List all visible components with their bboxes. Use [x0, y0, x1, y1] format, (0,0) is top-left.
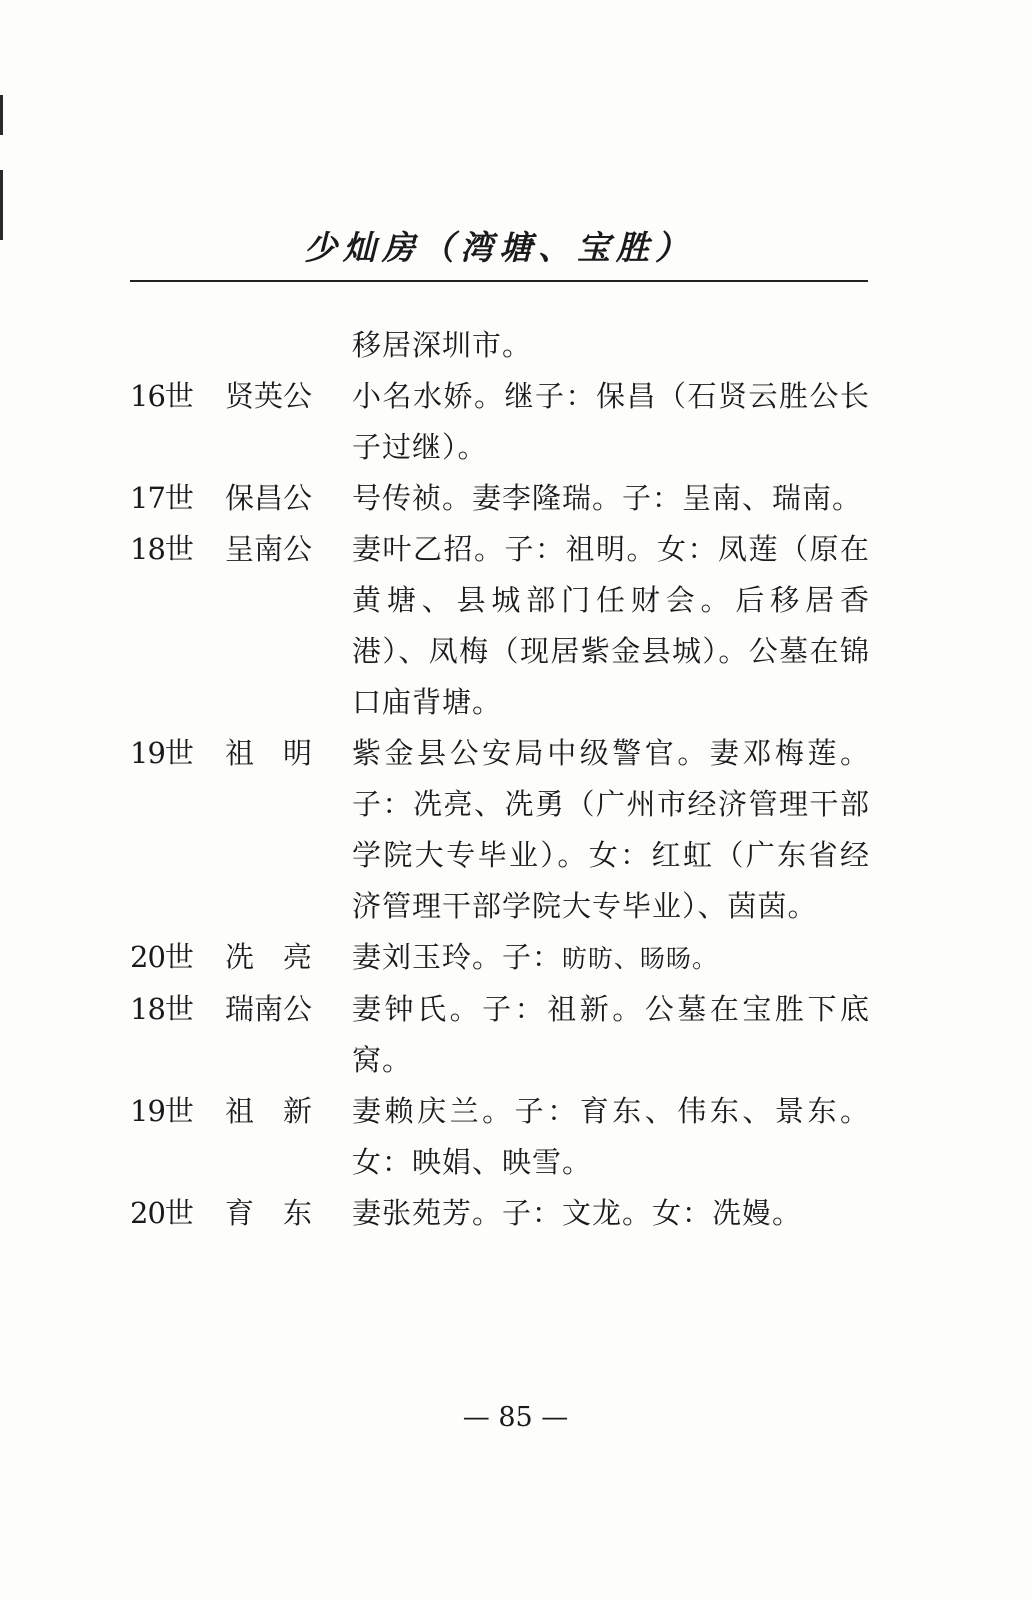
entry-description: 号传祯。妻李隆瑞。子：呈南、瑞南。 — [352, 481, 863, 515]
entry-description: 移居深圳市。 — [352, 328, 533, 362]
generation-label: 20世 — [130, 940, 193, 974]
page-header-title: 少灿房（湾塘、宝胜） — [304, 228, 694, 267]
generation-label: 18世 — [130, 532, 193, 566]
person-name: 贤英公 — [225, 379, 313, 413]
person-name: 冼 亮 — [225, 940, 313, 974]
entry-description: 妻叶乙招。子：祖明。女：凤莲（原在黄塘、县城部门任财会。后移居香港）、凤梅（现居紫金县城）。公墓在锦口庙背塘。 — [352, 532, 870, 719]
person-name: 祖 新 — [225, 1094, 313, 1128]
entry-description-children: 昉昉、旸旸。 — [562, 944, 719, 973]
scan-edge-mark — [0, 95, 3, 135]
genealogy-entry — [130, 320, 870, 371]
person-name: 育 东 — [225, 1196, 313, 1230]
genealogy-entry — [130, 932, 870, 984]
entry-description: 紫金县公安局中级警官。妻邓梅莲。子：冼亮、冼勇（广州市经济管理干部学院大专毕业）。女：红虹（广东省经济管理干部学院大专毕业）、茵茵。 — [352, 736, 870, 923]
genealogy-entry — [130, 728, 870, 932]
person-name: 祖 明 — [225, 736, 313, 770]
entry-description: 妻张苑芳。子：文龙。女：冼嫚。 — [352, 1196, 803, 1230]
scan-edge-mark — [0, 170, 3, 240]
entry-description: 小名水娇。继子：保昌（石贤云胜公长子过继）。 — [352, 379, 870, 464]
generation-label: 19世 — [130, 1094, 193, 1128]
genealogy-entry — [130, 984, 870, 1086]
generation-label: 17世 — [130, 481, 193, 515]
entry-description-main: 妻刘玉玲。子： — [352, 940, 563, 974]
entry-description: 妻赖庆兰。子：育东、伟东、景东。女：映娟、映雪。 — [352, 1094, 870, 1179]
page-number: — 85 — — [462, 1402, 569, 1433]
entry-description — [352, 932, 870, 984]
generation-label: 20世 — [130, 1196, 193, 1230]
header-rule — [130, 280, 868, 282]
entry-description: 妻钟氏。子：祖新。公墓在宝胜下底窝。 — [352, 992, 870, 1077]
person-name: 保昌公 — [225, 481, 313, 515]
generation-label: 18世 — [130, 992, 193, 1026]
genealogy-entry — [130, 371, 870, 473]
genealogy-entries — [130, 320, 870, 1239]
person-name: 瑞南公 — [225, 992, 313, 1026]
genealogy-entry — [130, 1188, 870, 1239]
genealogy-entry — [130, 1086, 870, 1188]
genealogy-entry — [130, 473, 870, 524]
generation-label: 16世 — [130, 379, 193, 413]
genealogy-entry — [130, 524, 870, 728]
generation-label: 19世 — [130, 736, 193, 770]
person-name: 呈南公 — [225, 532, 313, 566]
